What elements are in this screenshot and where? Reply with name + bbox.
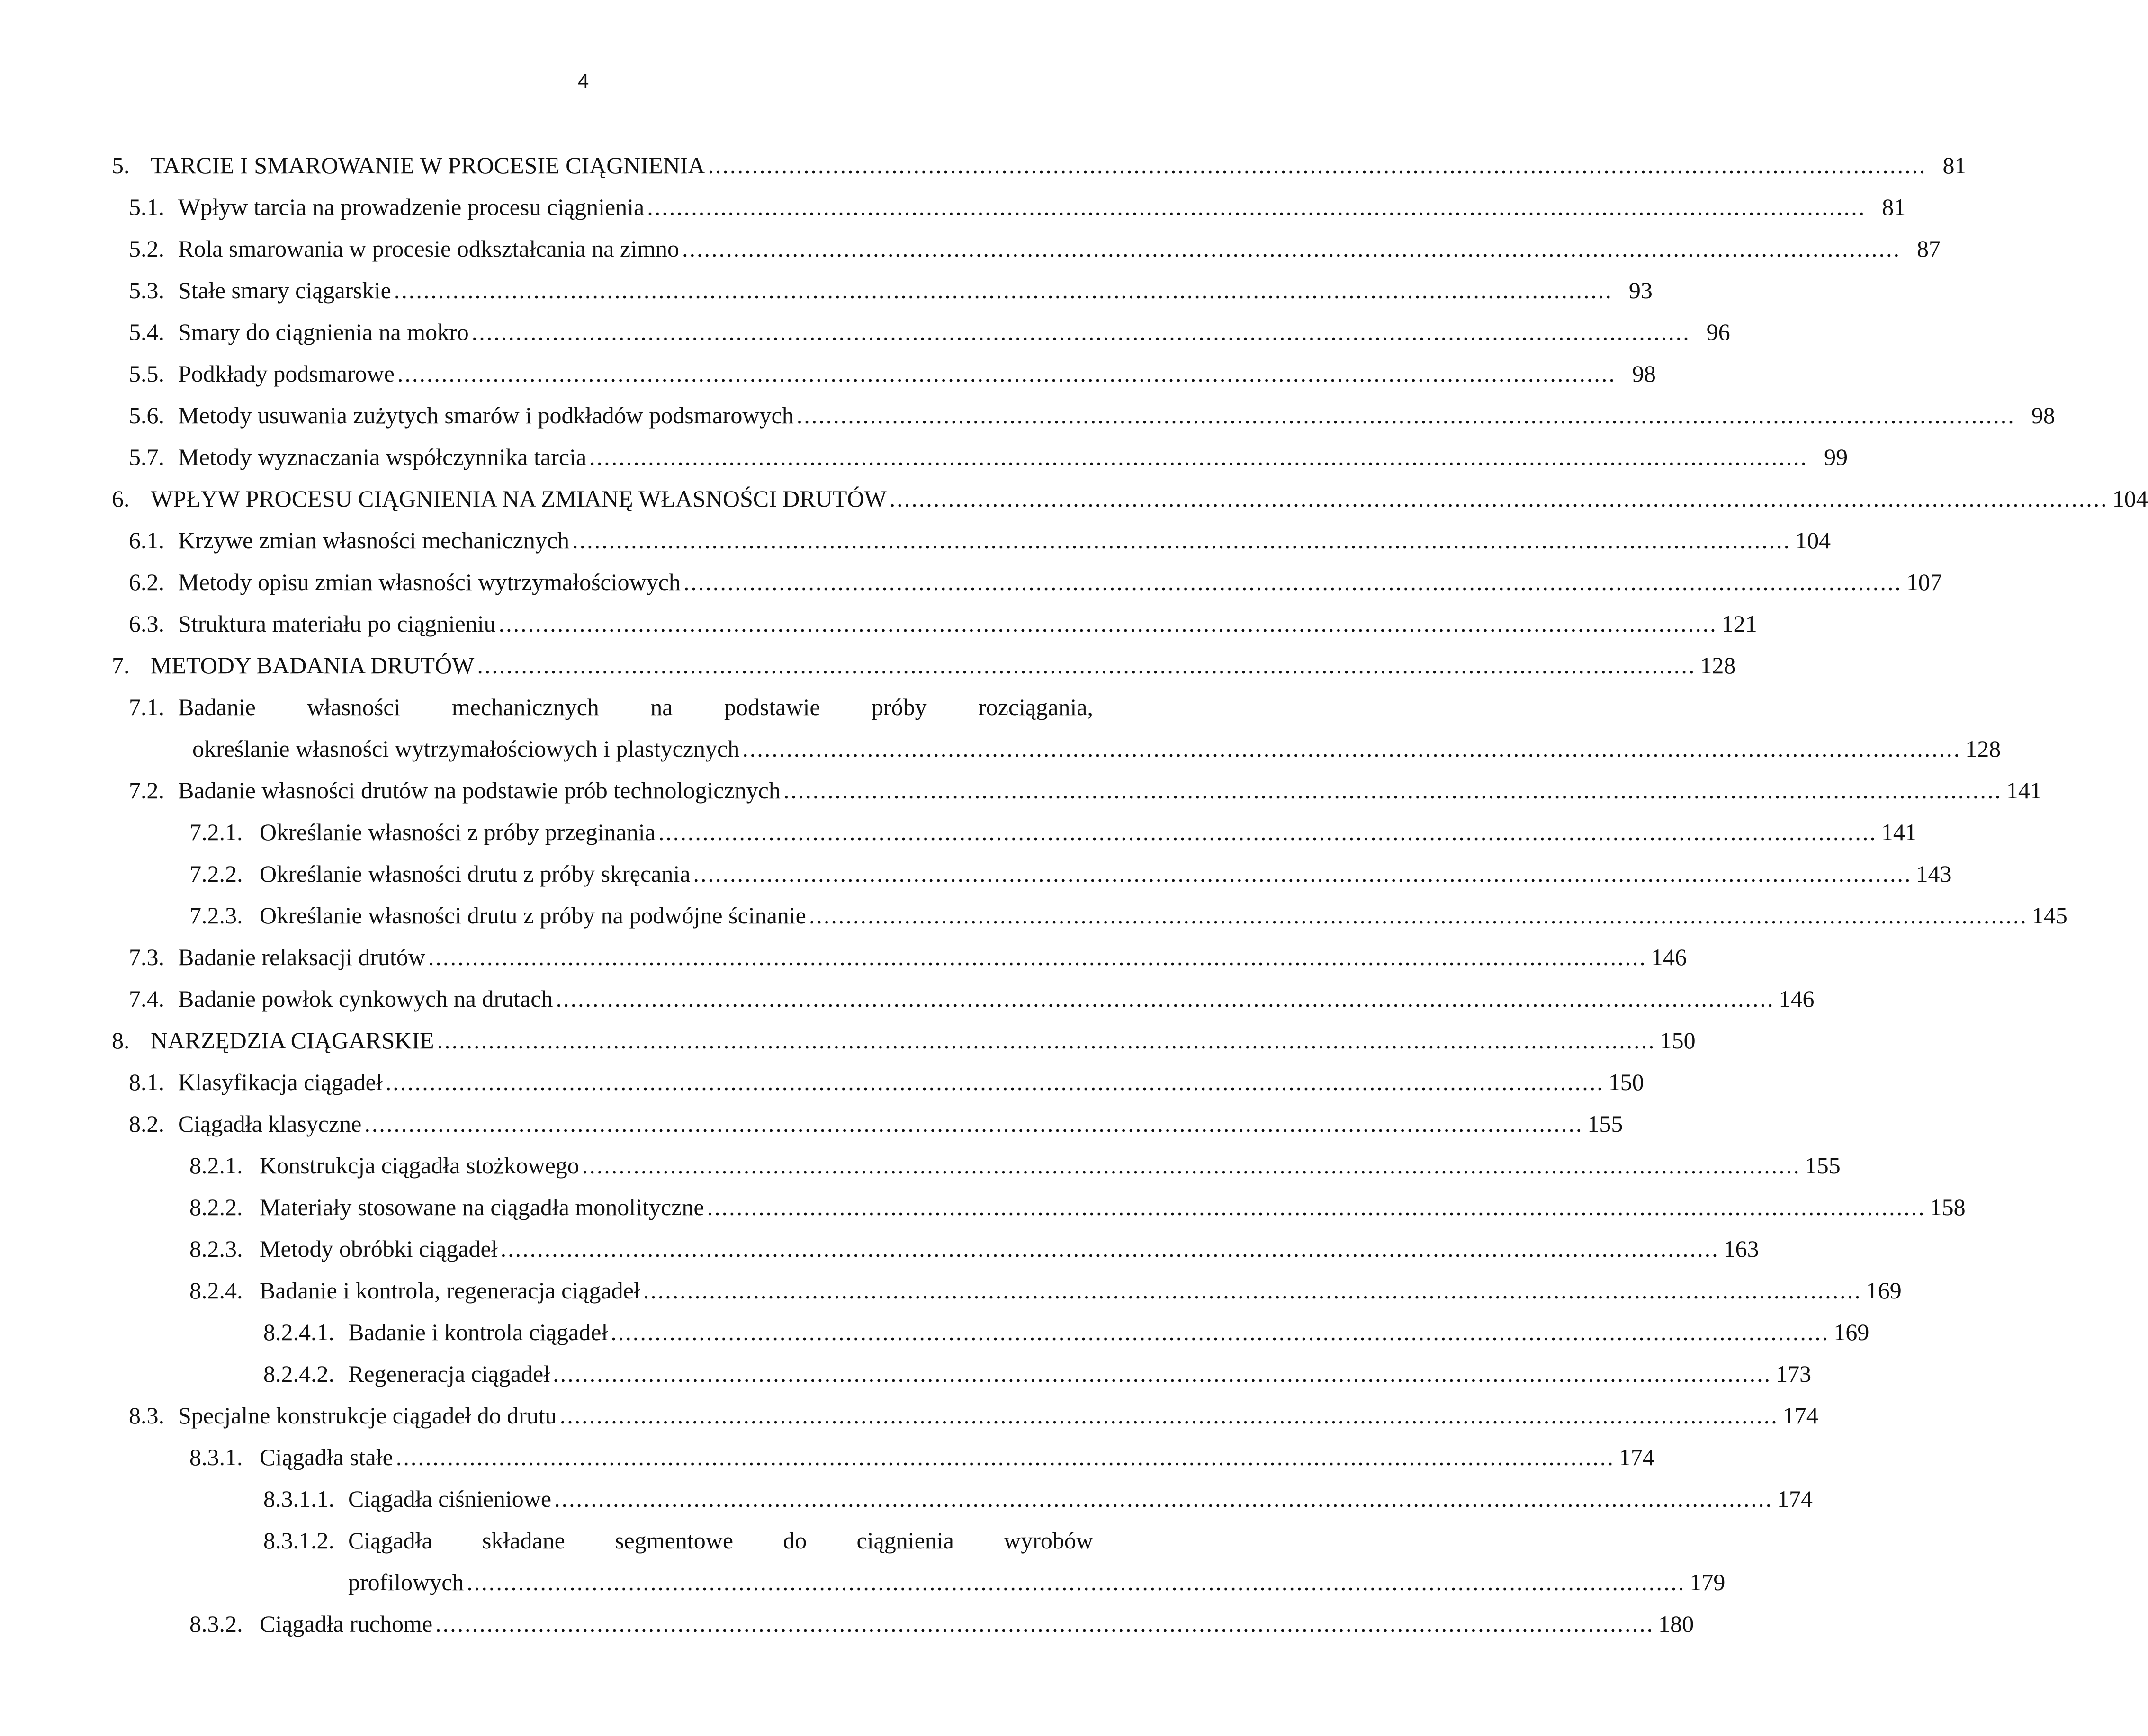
dot-leader: ......................................................................................................................................................................	[385, 1069, 1604, 1095]
dot-leader: ......................................................................................................................................................................	[783, 777, 2002, 804]
entry-line	[151, 1020, 1696, 1061]
dot-leader: ......................................................................................................................................................................	[428, 944, 1647, 970]
entry-number: 8.2.4.1.	[263, 1319, 334, 1345]
entry-page: 93	[1628, 277, 1653, 304]
entry-number: 7.2.1.	[189, 819, 243, 845]
entry-number: 5.2.	[129, 235, 164, 262]
dot-leader: ......................................................................................................................................................................	[364, 1110, 1583, 1137]
dot-leader: ......................................................................................................................................................................	[498, 610, 1717, 637]
entry-number: 6.	[112, 485, 130, 512]
entry-title: TARCIE I SMAROWANIE W PROCESIE CIĄGNIENIA	[151, 152, 705, 179]
entry-number: 8.2.4.2.	[263, 1360, 334, 1387]
dot-leader: ......................................................................................................................................................................	[889, 485, 2108, 512]
toc-entry-5-5	[0, 353, 1656, 394]
entry-title: Konstrukcja ciągadła stożkowego	[260, 1152, 579, 1179]
entry-title: Struktura materiału po ciągnieniu	[178, 610, 496, 637]
dot-leader: ......................................................................................................................................................................	[707, 1194, 1926, 1220]
entry-title: Określanie własności drutu z próby na podwójne ścinanie	[260, 902, 806, 929]
entry-number: 7.2.3.	[189, 902, 243, 929]
entry-number: 8.2.3.	[189, 1235, 243, 1262]
entry-number: 8.2.	[129, 1110, 164, 1137]
entry-number: 6.1.	[129, 527, 164, 554]
entry-number: 8.3.1.2.	[263, 1527, 334, 1554]
entry-page: 174	[1777, 1485, 1813, 1512]
entry-line	[178, 770, 2042, 811]
toc-entry-7-2-3	[0, 895, 2067, 936]
entry-page: 174	[1618, 1444, 1654, 1470]
entry-title: Materiały stosowane na ciągadła monolityczne	[260, 1194, 704, 1220]
entry-title: Badanie własności mechanicznych na podstawie próby rozciągania,	[178, 694, 1093, 720]
entry-page: 141	[1881, 819, 1917, 845]
entry-line	[178, 1103, 1623, 1145]
entry-page: 150	[1660, 1027, 1696, 1054]
entry-page: 169	[1833, 1319, 1869, 1345]
entry-line	[178, 436, 1848, 478]
toc-entry-8-3-2	[0, 1603, 1694, 1645]
entry-line	[178, 269, 1653, 311]
entry-title: NARZĘDZIA CIĄGARSKIE	[151, 1027, 434, 1054]
entry-number: 6.2.	[129, 569, 164, 595]
toc-entry-8-3-1	[0, 1436, 1654, 1478]
entry-title: Badanie własności drutów na podstawie prób technologicznych	[178, 777, 781, 804]
dot-leader: ......................................................................................................................................................................	[572, 527, 1791, 554]
toc-entry-5-7	[0, 436, 1848, 478]
entry-number: 8.1.	[129, 1069, 164, 1095]
dot-leader: ......................................................................................................................................................................	[708, 152, 1927, 179]
toc-entry-6-1	[0, 519, 1831, 561]
entry-page: 81	[1942, 152, 1967, 179]
entry-page: 169	[1866, 1277, 1902, 1304]
entry-number: 8.3.2.	[189, 1611, 243, 1637]
toc-entry-8-2-3	[0, 1228, 1759, 1270]
entry-line	[178, 603, 1757, 644]
entry-line	[348, 1353, 1812, 1395]
entry-line	[260, 1436, 1654, 1478]
dot-leader: ......................................................................................................................................................................	[435, 1611, 1654, 1637]
toc-entry-5-6	[0, 394, 2055, 436]
entry-number: 8.3.1.1.	[263, 1485, 334, 1512]
dot-leader: ......................................................................................................................................................................	[395, 1444, 1615, 1470]
entry-page: 81	[1882, 194, 1906, 220]
entry-page: 146	[1779, 985, 1815, 1012]
entry-line	[260, 811, 1917, 853]
toc-entry-7-2-2	[0, 853, 1952, 895]
entry-line	[178, 394, 2055, 436]
dot-leader: ......................................................................................................................................................................	[589, 444, 1808, 470]
entry-line	[348, 1311, 1869, 1353]
toc-entry-5-1	[0, 186, 1906, 228]
entry-line	[178, 1061, 1644, 1103]
entry-title: Ciągadła ciśnieniowe	[348, 1485, 552, 1512]
entry-title: Badanie i kontrola, regeneracja ciągadeł	[260, 1277, 640, 1304]
entry-number: 7.2.2.	[189, 860, 243, 887]
entry-line	[260, 1186, 1966, 1228]
entry-page: 143	[1916, 860, 1952, 887]
dot-leader: ......................................................................................................................................................................	[809, 902, 2028, 929]
entry-title: Badanie powłok cynkowych na drutach	[178, 985, 553, 1012]
entry-number: 5.7.	[129, 444, 164, 470]
entry-title: Ciągadła stałe	[260, 1444, 393, 1470]
dot-leader: ......................................................................................................................................................................	[397, 360, 1616, 387]
entry-title: Metody obróbki ciągadeł	[260, 1235, 498, 1262]
toc-entry-8-3-1-2	[0, 1520, 1726, 1603]
toc-entry-8-3	[0, 1395, 1818, 1436]
entry-page: 96	[1706, 319, 1730, 345]
dot-leader: ......................................................................................................................................................................	[556, 985, 1775, 1012]
entry-line	[178, 353, 1656, 394]
entry-number: 7.	[112, 652, 130, 679]
entry-title: Metody usuwania zużytych smarów i podkładów podsmarowych	[178, 402, 794, 429]
entry-page: 146	[1651, 944, 1687, 970]
dot-leader: ......................................................................................................................................................................	[500, 1235, 1719, 1262]
toc-entry-5-3	[0, 269, 1653, 311]
toc-entry-5-2	[0, 228, 1941, 269]
entry-page: 180	[1658, 1611, 1694, 1637]
dot-leader: ......................................................................................................................................................................	[554, 1485, 1773, 1512]
entry-line	[151, 478, 2148, 519]
entry-number: 5.1.	[129, 194, 164, 220]
entry-line	[178, 1395, 1818, 1436]
entry-page: 150	[1608, 1069, 1644, 1095]
entry-line	[178, 311, 1730, 353]
dot-leader: ......................................................................................................................................................................	[683, 569, 1902, 595]
toc-entry-8-2-4-2	[0, 1353, 1812, 1395]
entry-title: Regeneracja ciągadeł	[348, 1360, 550, 1387]
entry-line	[192, 728, 2001, 770]
toc-entry-6-3	[0, 603, 1757, 644]
entry-number: 8.2.4.	[189, 1277, 243, 1304]
entry-line	[178, 561, 1942, 603]
toc-entry-8-1	[0, 1061, 1644, 1103]
entry-page: 145	[2031, 902, 2067, 929]
entry-title: Ciągadła ruchome	[260, 1611, 433, 1637]
entry-number: 8.2.2.	[189, 1194, 243, 1220]
dot-leader: ......................................................................................................................................................................	[643, 1277, 1862, 1304]
entry-title: Rola smarowania w procesie odkształcania na zimno	[178, 235, 679, 262]
entry-title: Specjalne konstrukcje ciągadeł do drutu	[178, 1402, 557, 1429]
dot-leader: ......................................................................................................................................................................	[471, 319, 1690, 345]
dot-leader: ......................................................................................................................................................................	[437, 1027, 1656, 1054]
entry-line	[260, 1270, 1902, 1311]
entry-number: 8.3.	[129, 1402, 164, 1429]
toc-entry-7-2	[0, 770, 2042, 811]
entry-number: 7.3.	[129, 944, 164, 970]
entry-number: 5.	[112, 152, 130, 179]
entry-page: 128	[1965, 735, 2001, 762]
toc-entry-8-2-4	[0, 1270, 1902, 1311]
entry-page: 107	[1906, 569, 1942, 595]
entry-title: Badanie relaksacji drutów	[178, 944, 426, 970]
entry-title: Krzywe zmian własności mechanicznych	[178, 527, 570, 554]
entry-title: Określanie własności drutu z próby skręcania	[260, 860, 691, 887]
entry-title: Metody wyznaczania współczynnika tarcia	[178, 444, 587, 470]
dot-leader: ......................................................................................................................................................................	[693, 860, 1912, 887]
entry-line	[260, 1228, 1759, 1270]
entry-line	[260, 853, 1952, 895]
toc-entry-7-2-1	[0, 811, 1917, 853]
entry-line	[348, 1478, 1813, 1520]
entry-page: 87	[1916, 235, 1941, 262]
entry-number: 7.4.	[129, 985, 164, 1012]
entry-number: 6.3.	[129, 610, 164, 637]
entry-line	[151, 144, 1967, 186]
entry-title: Ciągadła składane segmentowe do ciągnienia wyrobów	[348, 1527, 1093, 1554]
toc-entry-8-2	[0, 1103, 1623, 1145]
toc-entry-6-2	[0, 561, 1942, 603]
entry-page: 155	[1587, 1110, 1623, 1137]
entry-page: 158	[1930, 1194, 1966, 1220]
entry-number: 8.3.1.	[189, 1444, 243, 1470]
entry-page: 128	[1700, 652, 1736, 679]
entry-page: 173	[1776, 1360, 1812, 1387]
toc-entry-8-2-4-1	[0, 1311, 1869, 1353]
dot-leader: ......................................................................................................................................................................	[477, 652, 1696, 679]
dot-leader: ......................................................................................................................................................................	[647, 194, 1866, 220]
entry-page: 98	[1632, 360, 1656, 387]
entry-number: 8.	[112, 1027, 130, 1054]
entry-number: 5.4.	[129, 319, 164, 345]
toc-entry-5-4	[0, 311, 1730, 353]
toc-entry-8-3-1-1	[0, 1478, 1813, 1520]
entry-number: 7.1.	[129, 694, 164, 720]
toc-entry-7-1	[0, 686, 2001, 770]
entry-page: 179	[1690, 1569, 1726, 1595]
page-number: 4	[578, 70, 589, 92]
dot-leader: ......................................................................................................................................................................	[658, 819, 1877, 845]
dot-leader: ......................................................................................................................................................................	[394, 277, 1613, 304]
entry-number: 5.5.	[129, 360, 164, 387]
toc-entry-8-2-1	[0, 1145, 1841, 1186]
entry-page: 174	[1782, 1402, 1818, 1429]
entry-title: Wpływ tarcia na prowadzenie procesu ciągnienia	[178, 194, 645, 220]
toc-entry-7-4	[0, 978, 1815, 1020]
entry-title: Klasyfikacja ciągadeł	[178, 1069, 383, 1095]
entry-line	[178, 519, 1831, 561]
entry-page: 98	[2031, 402, 2055, 429]
dot-leader: ......................................................................................................................................................................	[582, 1152, 1801, 1179]
entry-title: METODY BADANIA DRUTÓW	[151, 652, 475, 679]
toc-entry-7-3	[0, 936, 1687, 978]
entry-line	[260, 1145, 1841, 1186]
dot-leader: ......................................................................................................................................................................	[611, 1319, 1830, 1345]
toc-entry-7	[0, 644, 1736, 686]
dot-leader: ......................................................................................................................................................................	[553, 1360, 1772, 1387]
entry-line	[178, 978, 1815, 1020]
entry-title: Stałe smary ciągarskie	[178, 277, 391, 304]
entry-line	[348, 1561, 1726, 1603]
dot-leader: ......................................................................................................................................................................	[682, 235, 1901, 262]
entry-title: Badanie i kontrola ciągadeł	[348, 1319, 608, 1345]
entry-page: 155	[1805, 1152, 1841, 1179]
toc-entry-8-2-2	[0, 1186, 1966, 1228]
entry-number: 8.2.1.	[189, 1152, 243, 1179]
entry-page: 121	[1721, 610, 1757, 637]
entry-title: Metody opisu zmian własności wytrzymałościowych	[178, 569, 681, 595]
toc-entry-6	[0, 478, 2148, 519]
entry-title-continued: określanie własności wytrzymałościowych i plastycznych	[192, 735, 740, 762]
dot-leader: ......................................................................................................................................................................	[467, 1569, 1686, 1595]
entry-page: 104	[2112, 485, 2148, 512]
entry-page: 163	[1723, 1235, 1759, 1262]
entry-page: 141	[2006, 777, 2042, 804]
entry-title: Określanie własności z próby przeginania	[260, 819, 656, 845]
entry-title: Smary do ciągnienia na mokro	[178, 319, 469, 345]
entry-number: 5.6.	[129, 402, 164, 429]
entry-title: Podkłady podsmarowe	[178, 360, 395, 387]
dot-leader: ......................................................................................................................................................................	[559, 1402, 1779, 1429]
toc-entry-8	[0, 1020, 1696, 1061]
entry-title-continued: profilowych	[348, 1569, 464, 1595]
toc-entry-5	[0, 144, 1967, 186]
entry-line	[178, 228, 1941, 269]
entry-number: 7.2.	[129, 777, 164, 804]
entry-line	[178, 186, 1906, 228]
entry-line	[151, 644, 1736, 686]
dot-leader: ......................................................................................................................................................................	[796, 402, 2015, 429]
entry-title: Ciągadła klasyczne	[178, 1110, 362, 1137]
entry-line	[260, 895, 2067, 936]
entry-page: 104	[1795, 527, 1831, 554]
dot-leader: ......................................................................................................................................................................	[742, 735, 1961, 762]
entry-number: 5.3.	[129, 277, 164, 304]
entry-line	[260, 1603, 1694, 1645]
entry-page: 99	[1824, 444, 1848, 470]
entry-line	[178, 936, 1687, 978]
entry-title: WPŁYW PROCESU CIĄGNIENIA NA ZMIANĘ WŁASNOŚCI DRUTÓW	[151, 485, 887, 512]
